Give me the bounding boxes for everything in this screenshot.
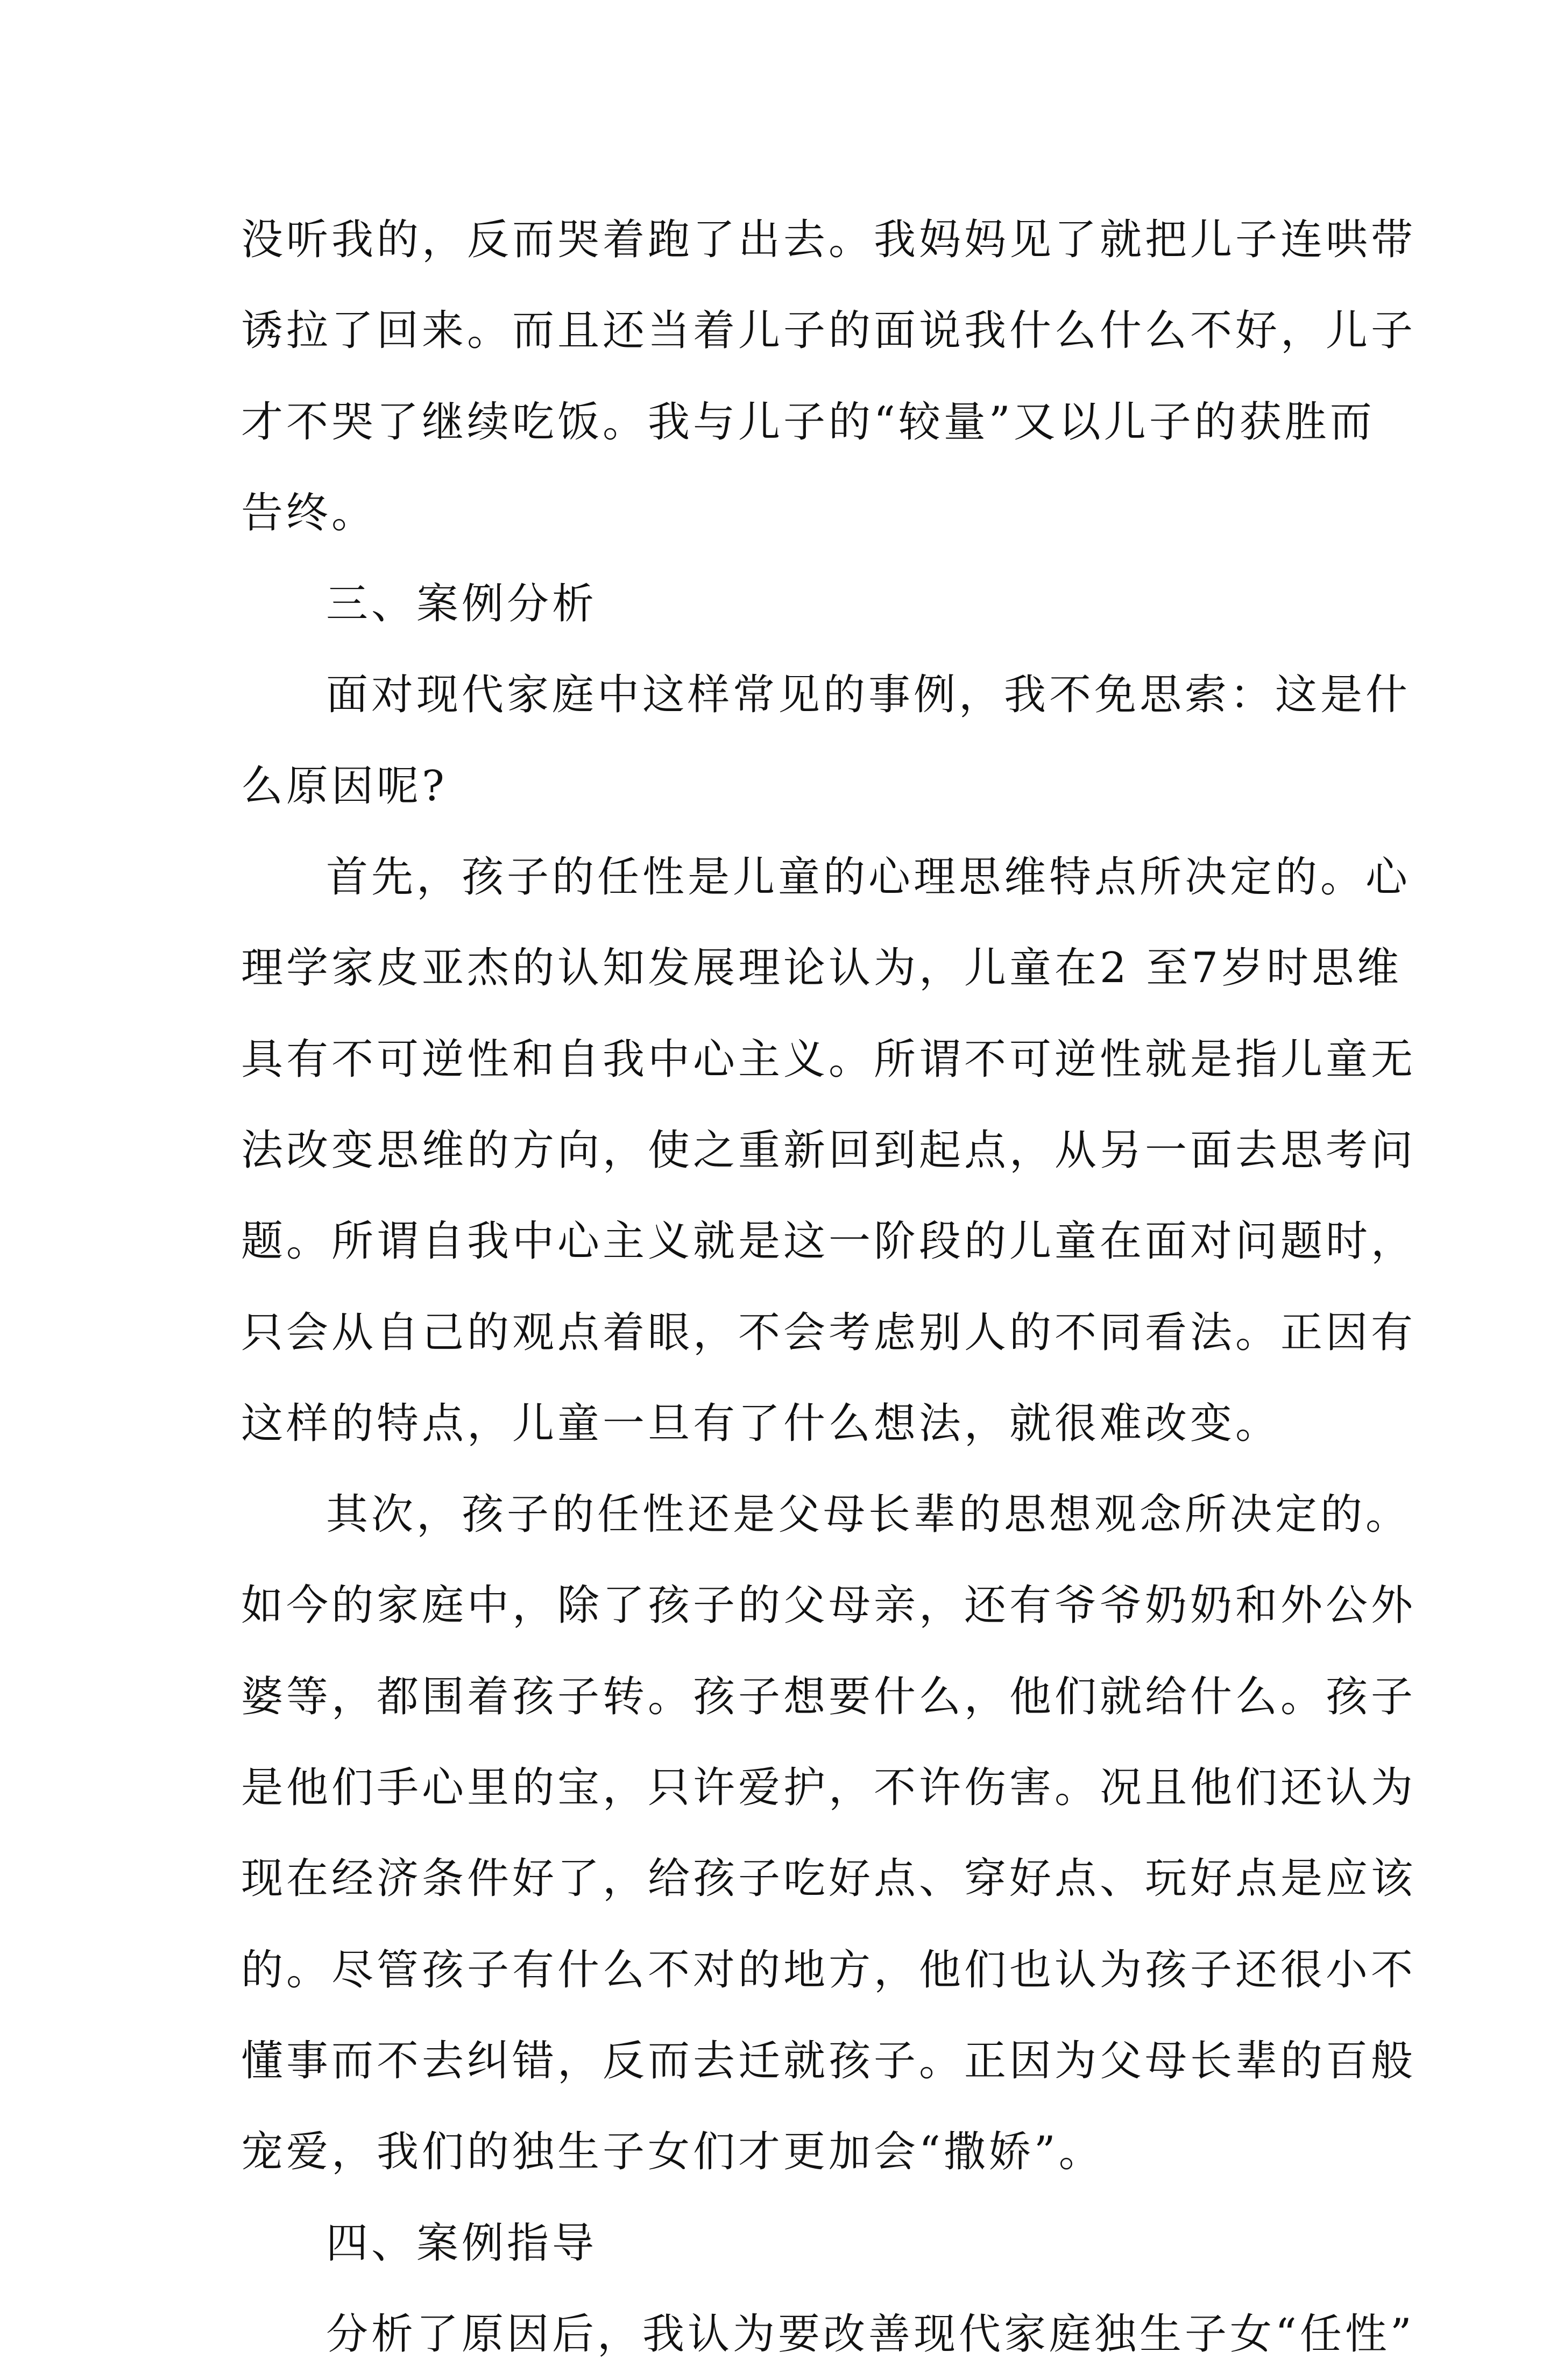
text-line: 题。所谓自我中心主义就是这一阶段的儿童在面对问题时， bbox=[241, 1217, 1417, 1266]
text-line: 这样的特点，儿童一旦有了什么想法，就很难改变。 bbox=[241, 1399, 1281, 1448]
text-line: 如今的家庭中，除了孩子的父母亲，还有爷爷奶奶和外公外 bbox=[241, 1581, 1417, 1630]
text-line: 宠爱，我们的独生子女们才更加会“撒娇”。 bbox=[241, 2128, 1104, 2177]
paragraph-start-line: 其次，孩子的任性还是父母长辈的思想观念所决定的。 bbox=[326, 1490, 1411, 1539]
text-line: 懂事而不去纠错，反而去迁就孩子。正因为父母长辈的百般 bbox=[241, 2036, 1417, 2085]
text-line: 具有不可逆性和自我中心主义。所谓不可逆性就是指儿童无 bbox=[241, 1035, 1417, 1084]
text-line: 才不哭了继续吃饭。我与儿子的“较量”又以儿子的获胜而 bbox=[241, 397, 1375, 446]
paragraph-start-line: 分析了原因后，我认为要改善现代家庭独生子女“任性” bbox=[326, 2310, 1415, 2358]
text-line: 么原因呢? bbox=[241, 762, 448, 811]
section-heading: 四、案例指导 bbox=[326, 2219, 598, 2268]
text-line: 婆等，都围着孩子转。孩子想要什么，他们就给什么。孩子 bbox=[241, 1672, 1417, 1721]
paragraph-start-line: 面对现代家庭中这样常见的事例，我不免思索：这是什 bbox=[326, 671, 1411, 720]
text-line: 诱拉了回来。而且还当着儿子的面说我什么什么不好，儿子 bbox=[241, 307, 1417, 356]
text-line: 理学家皮亚杰的认知发展理论认为，儿童在2 至7岁时思维 bbox=[241, 944, 1403, 993]
document-body bbox=[241, 195, 1417, 2380]
text-line: 告终。 bbox=[241, 488, 377, 537]
text-line: 现在经济条件好了，给孩子吃好点、穿好点、玩好点是应该 bbox=[241, 1855, 1417, 1903]
section-heading: 三、案例分析 bbox=[326, 580, 598, 629]
text-line: 没听我的，反而哭着跑了出去。我妈妈见了就把儿子连哄带 bbox=[241, 216, 1417, 264]
text-line: 是他们手心里的宝，只许爱护，不许伤害。况且他们还认为 bbox=[241, 1764, 1417, 1813]
paragraph-start-line: 首先，孩子的任性是儿童的心理思维特点所决定的。心 bbox=[326, 853, 1411, 902]
text-line: 法改变思维的方向，使之重新回到起点，从另一面去思考问 bbox=[241, 1126, 1417, 1175]
text-line: 的。尽管孩子有什么不对的地方，他们也认为孩子还很小不 bbox=[241, 1945, 1417, 1994]
text-line: 只会从自己的观点着眼，不会考虑别人的不同看法。正因有 bbox=[241, 1308, 1417, 1357]
